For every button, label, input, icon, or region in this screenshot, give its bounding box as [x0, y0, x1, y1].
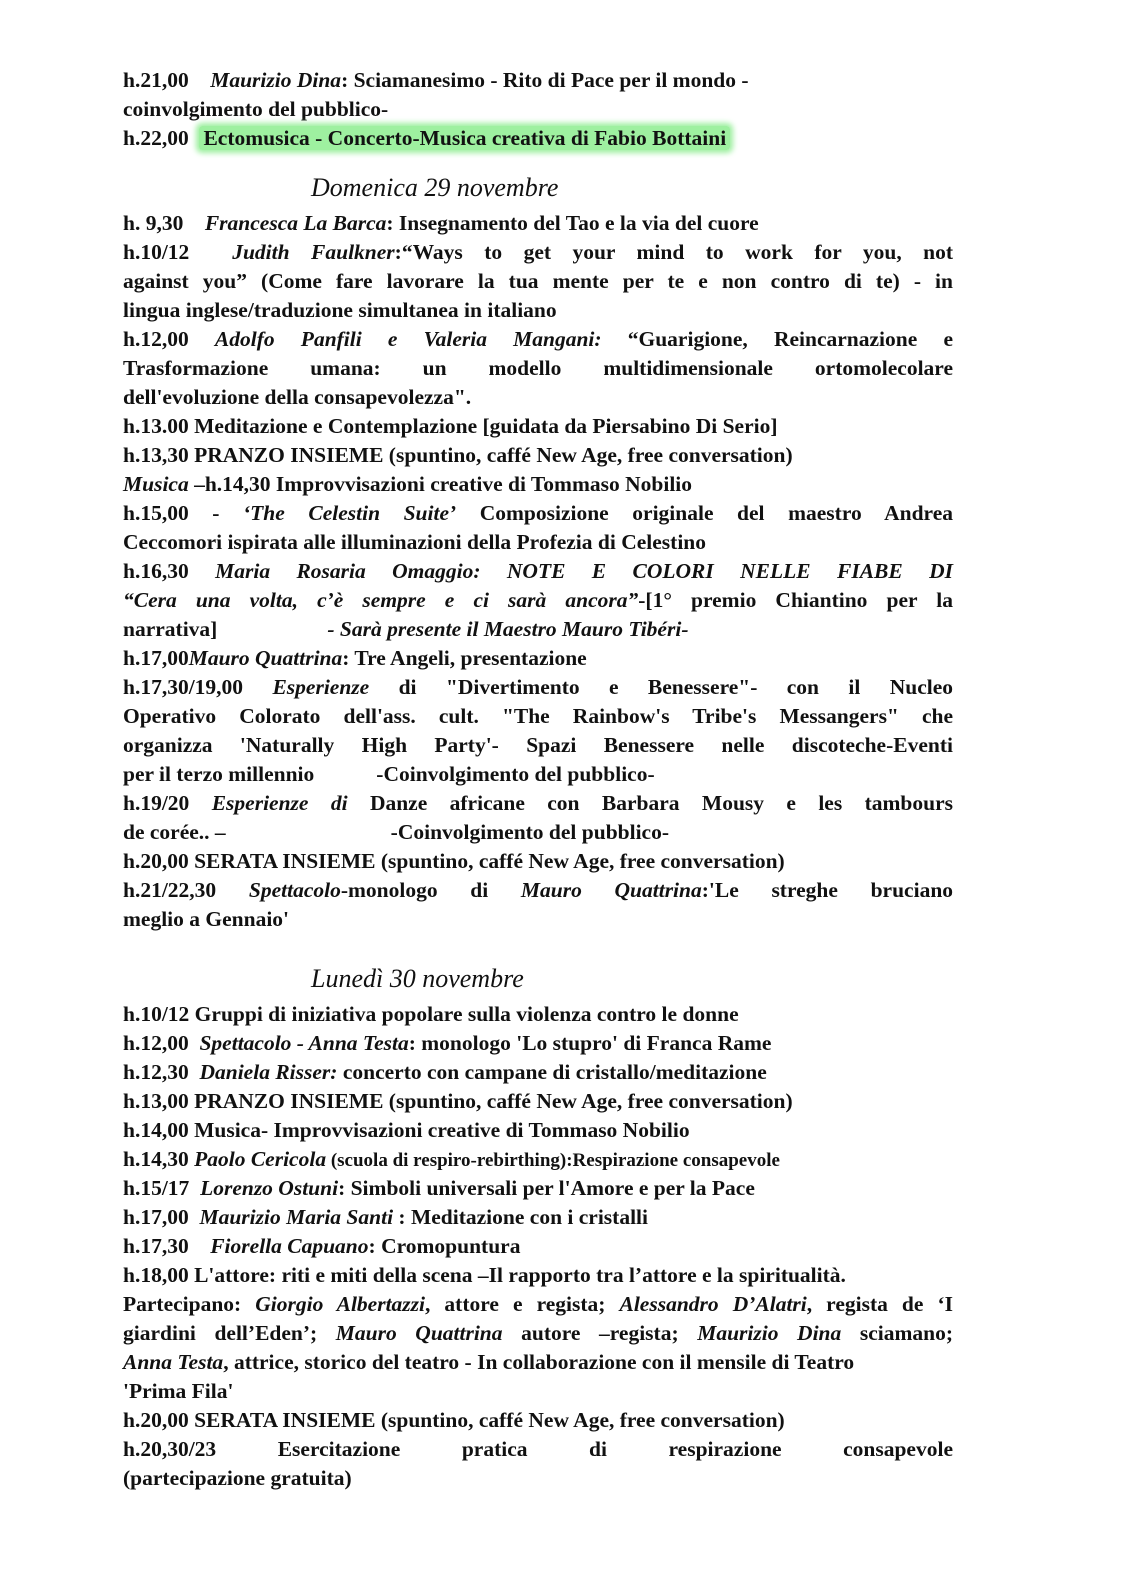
speaker-name: Mauro Quattrina [188, 646, 343, 670]
program-line [123, 1174, 953, 1203]
program-line [123, 673, 953, 702]
speaker-name: Adolfo Panfili e Valeria Mangani: [214, 327, 602, 351]
event-text: Partecipano: [123, 1292, 256, 1316]
program-line: meglio a Gennaio' [123, 907, 290, 931]
event-text: –h.14,30 Improvvisazioni creative di Tommaso Nobilio [188, 472, 693, 496]
program-line [123, 1145, 953, 1174]
speaker-name: Maurizio Dina [210, 68, 342, 92]
time-label: h.12,00 [123, 327, 189, 351]
program-line [123, 1232, 953, 1261]
event-note: -Coinvolgimento del pubblico- [390, 820, 670, 844]
speaker-name: Musica [123, 472, 189, 496]
time-label: h.17,00 [123, 646, 189, 670]
program-line: coinvolgimento del pubblico- [123, 97, 389, 121]
day-heading: Lunedì 30 novembre [311, 964, 524, 993]
program-line: Operativo Colorato dell'ass. cult. "The Rainbow's Tribe's Messangers" che [123, 704, 953, 728]
time-label: h. 9,30 [123, 211, 184, 235]
event-text: concerto con campane di cristallo/meditazione [337, 1060, 767, 1084]
event-text: :'Le streghe bruciano [701, 878, 954, 902]
event-text: : Meditazione con i cristalli [393, 1205, 649, 1229]
program-line [123, 615, 953, 644]
speaker-name: Anna Testa [123, 1350, 224, 1374]
speaker-name: Francesca La Barca [204, 211, 387, 235]
time-label: h.17,00 [123, 1205, 189, 1229]
program-line [123, 586, 953, 615]
event-text: “Guarigione, Reincarnazione e [627, 327, 954, 351]
program-line [123, 1348, 969, 1377]
program-line: h.20,30/23 Esercitazione pratica di respirazione consapevole [123, 1437, 953, 1461]
program-line: h.10/12 Gruppi di iniziativa popolare sulla violenza contro le donne [123, 1002, 739, 1026]
program-line [123, 325, 953, 354]
program-line: dell'evoluzione della consapevolezza". [123, 385, 472, 409]
event-text: : NOTE E COLORI NELLE FIABE DI [473, 559, 954, 583]
program-line: h.20,00 SERATA INSIEME (spuntino, caffé New Age, free conversation) [123, 1408, 785, 1432]
event-text: : Cromopuntura [368, 1234, 521, 1258]
event-text: de corée.. – [123, 820, 226, 844]
speaker-name: Spettacolo [248, 878, 341, 902]
event-text: sciamano; [841, 1321, 953, 1345]
program-line: h.18,00 L'attore: riti e miti della scena –Il rapporto tra l’attore e la spiritualità. [123, 1263, 846, 1287]
time-label: h.21/22,30 [123, 878, 217, 902]
program-line [123, 876, 953, 905]
event-note: -Coinvolgimento del pubblico- [376, 762, 655, 786]
program-line [123, 760, 953, 789]
time-label: h.15,00 - [123, 501, 243, 525]
program-line [123, 209, 953, 238]
speaker-name: Maurizio Dina [697, 1321, 842, 1345]
event-text: giardini dell’Eden’; [123, 1321, 336, 1345]
event-text: : Sciamanesimo - Rito di Pace per il mondo - [341, 68, 749, 92]
speaker-name: Giorgio Albertazzi [255, 1292, 426, 1316]
event-title: “Cera una volta, c’è sempre e ci sarà ancora” [123, 588, 639, 612]
speaker-name: Esperienze di [211, 791, 348, 815]
program-line [123, 557, 953, 586]
event-text: -[1° premio Chiantino per la [638, 588, 953, 612]
event-text: : Tre Angeli, presentazione [342, 646, 587, 670]
event-text: narrativa] [123, 617, 218, 641]
speaker-name: Daniela Risser: [199, 1060, 338, 1084]
speaker-name: Judith Faulkner [232, 240, 395, 264]
time-label: h.15/17 [123, 1176, 190, 1200]
event-text: per il terzo millennio [123, 762, 315, 786]
program-line [123, 238, 953, 267]
time-label: h.10/12 [123, 240, 190, 264]
program-line [123, 1319, 953, 1348]
event-text: autore –regista; [502, 1321, 698, 1345]
program-line: h.13.00 Meditazione e Contemplazione [guidata da Piersabino Di Serio] [123, 414, 778, 438]
program-line [123, 124, 953, 153]
time-label: h.22,00 [123, 126, 189, 150]
speaker-name: Mauro Quattrina [520, 878, 702, 902]
event-text: , attore e regista; [425, 1292, 620, 1316]
time-label: h.12,00 [123, 1031, 189, 1055]
program-line [123, 789, 953, 818]
program-line: (partecipazione gratuita) [123, 1466, 352, 1490]
time-label: h.14,30 [123, 1147, 189, 1171]
event-text: : Simboli universali per l'Amore e per la Pace [338, 1176, 755, 1200]
speaker-name: Fiorella Capuano [210, 1234, 369, 1258]
program-line: h.13,30 PRANZO INSIEME (spuntino, caffé New Age, free conversation) [123, 443, 793, 467]
speaker-name: ‘The Celestin Suite’ [243, 501, 457, 525]
speaker-name: Maurizio Maria Santi [199, 1205, 394, 1229]
program-line [123, 1058, 953, 1087]
program-line [123, 644, 953, 673]
program-line: h.20,00 SERATA INSIEME (spuntino, caffé New Age, free conversation) [123, 849, 785, 873]
event-text: -monologo di [340, 878, 489, 902]
time-label: h.17,30 [123, 1234, 189, 1258]
program-page [123, 66, 953, 1493]
day-heading: Domenica 29 novembre [311, 173, 559, 202]
speaker-name: Lorenzo Ostuni [200, 1176, 339, 1200]
time-label: h.16,30 [123, 559, 189, 583]
time-label: h.21,00 [123, 68, 189, 92]
time-label: h.17,30/19,00 [123, 675, 244, 699]
speaker-name: Spettacolo - Anna Testa [199, 1031, 409, 1055]
event-text: : monologo 'Lo stupro' di Franca Rame [408, 1031, 772, 1055]
event-text: Danze africane con Barbara Mousy e les tambours [347, 791, 953, 815]
program-line: lingua inglese/traduzione simultanea in italiano [123, 298, 557, 322]
speaker-name: Mauro Quattrina [335, 1321, 503, 1345]
program-line [123, 499, 953, 528]
program-line [123, 1029, 953, 1058]
program-line: h.14,00 Musica- Improvvisazioni creative di Tommaso Nobilio [123, 1118, 690, 1142]
time-label: h.12,30 [123, 1060, 189, 1084]
event-note: - Sarà presente il Maestro Mauro Tibéri- [327, 617, 689, 641]
event-text: :“Ways to get your mind to work for you, not [394, 240, 954, 264]
event-text: , regista de ‘I [806, 1292, 953, 1316]
program-line: Trasformazione umana: un modello multidimensionale ortomolecolare [123, 356, 953, 380]
program-line [123, 66, 953, 95]
event-text: (scuola di respiro-rebirthing):Respirazione consapevole [326, 1150, 780, 1171]
program-line: h.13,00 PRANZO INSIEME (spuntino, caffé New Age, free conversation) [123, 1089, 793, 1113]
program-line: against you” (Come fare lavorare la tua mente per te e non contro di te) - in [123, 269, 953, 293]
speaker-name: Esperienze [272, 675, 370, 699]
event-text: Composizione originale del maestro Andrea [456, 501, 953, 525]
program-line [123, 1203, 953, 1232]
highlighted-event: Ectomusica - Concerto-Musica creativa di Fabio Bottaini [199, 126, 730, 150]
program-line [123, 818, 953, 847]
program-line: 'Prima Fila' [123, 1379, 234, 1403]
program-line [123, 470, 953, 499]
program-line: Ceccomori ispirata alle illuminazioni della Profezia di Celestino [123, 530, 707, 554]
program-line [123, 1290, 953, 1319]
speaker-name: Paolo Cericola [194, 1147, 327, 1171]
event-text: , attrice, storico del teatro - In collaborazione con il mensile di Teatro [223, 1350, 855, 1374]
speaker-name: Maria Rosaria Omaggio [215, 559, 474, 583]
speaker-name: Alessandro D’Alatri [619, 1292, 807, 1316]
event-text: : Insegnamento del Tao e la via del cuore [386, 211, 759, 235]
program-line: organizza 'Naturally High Party'- Spazi Benessere nelle discoteche-Eventi [123, 733, 953, 757]
event-text: di "Divertimento e Benessere"- con il Nucleo [369, 675, 954, 699]
time-label: h.19/20 [123, 791, 190, 815]
